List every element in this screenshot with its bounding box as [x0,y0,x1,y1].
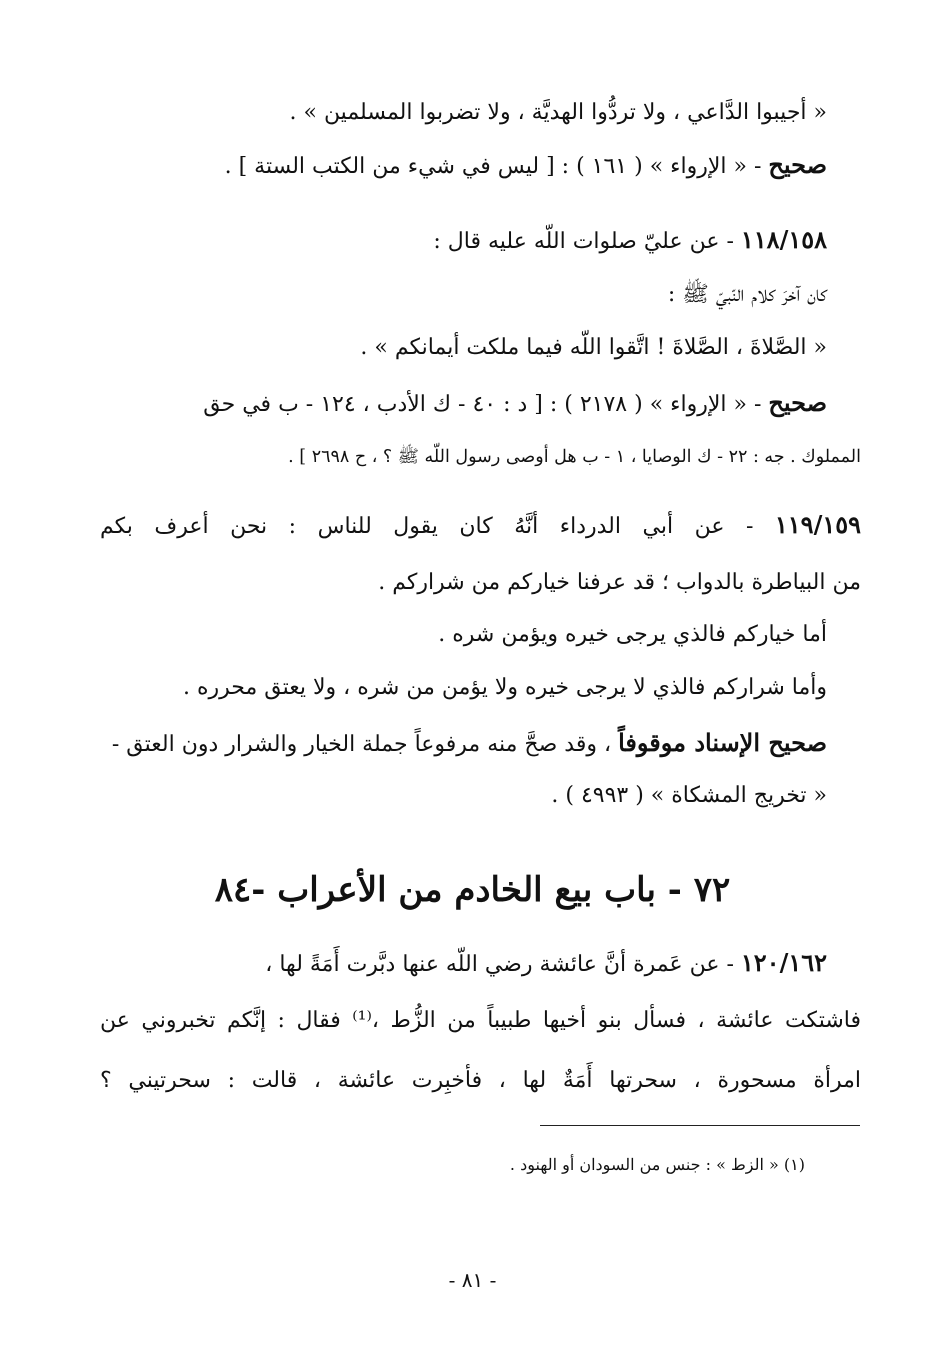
footnote-divider [540,1125,860,1126]
hadith-number: ١١٩/١٥٩ [774,510,861,539]
hadith-120-heading [265,948,827,977]
hadith-text-line: امرأة مسحورة ، سحرتها أَمَةٌ لها ، فأخبِرت عائشة ، قالت : سحرتيني ؟ [100,1068,861,1093]
hadith-intro: - عن عليّ صلوات اللّه عليه قال : [433,229,741,254]
hadith-intro: - عن عَمرة أنَّ عائشة رضي اللّه عنها دبَّرت أَمَةً لها ، [265,952,741,977]
grading-line [225,150,827,179]
hadith-text-line: فاشتكت عائشة ، فسأل بنو أخيها طبيباً من الزُّط ،⁽¹⁾ فقال : إنَّكم تخبروني عن [100,1008,862,1033]
hadith-text-line: من البياطرة بالدواب ؛ قد عرفنا خياركم من شراركم . [378,570,861,595]
footnote: (١) « الزط » : جنس من السودان أو الهنود . [509,1155,805,1174]
hadith-number: ١٢٠/١٦٢ [740,948,827,977]
grading-line [112,728,827,757]
hadith-intro: - عن أبي الدرداء أنَّهُ كان يقول للناس : نحن أعرف بكم [100,514,775,539]
hadith-number: ١١٨/١٥٨ [740,225,827,254]
grading-reference: - « الإرواء » ( ٢١٧٨ ) : [ د : ٤٠ - ك الأدب ، ١٢٤ - ب في حق [203,392,769,417]
grading-label: صحيح الإسناد موقوفاً [618,728,827,757]
page-number: - ٨١ - [448,1268,497,1292]
hadith-text-line: كان آخرَ كلام النّبيّ ﷺ : [667,282,827,307]
reference-continuation: « تخريج المشكاة » ( ٤٩٩٣ ) . [551,783,827,808]
grading-reference: ، وقد صحَّ منه مرفوعاً جملة الخيار والشرار دون العتق - [111,732,619,757]
hadith-119-heading [100,510,861,539]
hadith-text-line: أما خياركم فالذي يرجى خيره ويؤمن شره . [438,622,827,647]
reference-continuation: المملوك . جه : ٢٢ - ك الوصايا ، ١ - ب هل أوصى رسول اللّه ﷺ ؟ ، ح ٢٦٩٨ ] . [288,447,861,467]
hadith-text-line: وأما شراركم فالذي لا يرجى خيره ولا يؤمن من شره ، ولا يعتق محرره . [183,675,827,700]
hadith-text-line: « الصَّلاةَ ، الصَّلاةَ ! اتَّقوا اللّه فيما ملكت أيمانكم » . [360,335,827,360]
grading-line [203,388,827,417]
grading-reference: - « الإرواء » ( ١٦١ ) : [ ليس في شيء من الكتب الستة ] . [224,154,769,179]
grading-label: صحيح [768,150,827,179]
grading-label: صحيح [768,388,827,417]
chapter-heading: ٧٢ - باب بيع الخادم من الأعراب -٨٤ [214,870,731,910]
hadith-text-line: « أجيبوا الدَّاعي ، ولا تردُّوا الهديَّة ، ولا تضربوا المسلمين » . [289,100,827,125]
hadith-118-heading [433,225,827,254]
